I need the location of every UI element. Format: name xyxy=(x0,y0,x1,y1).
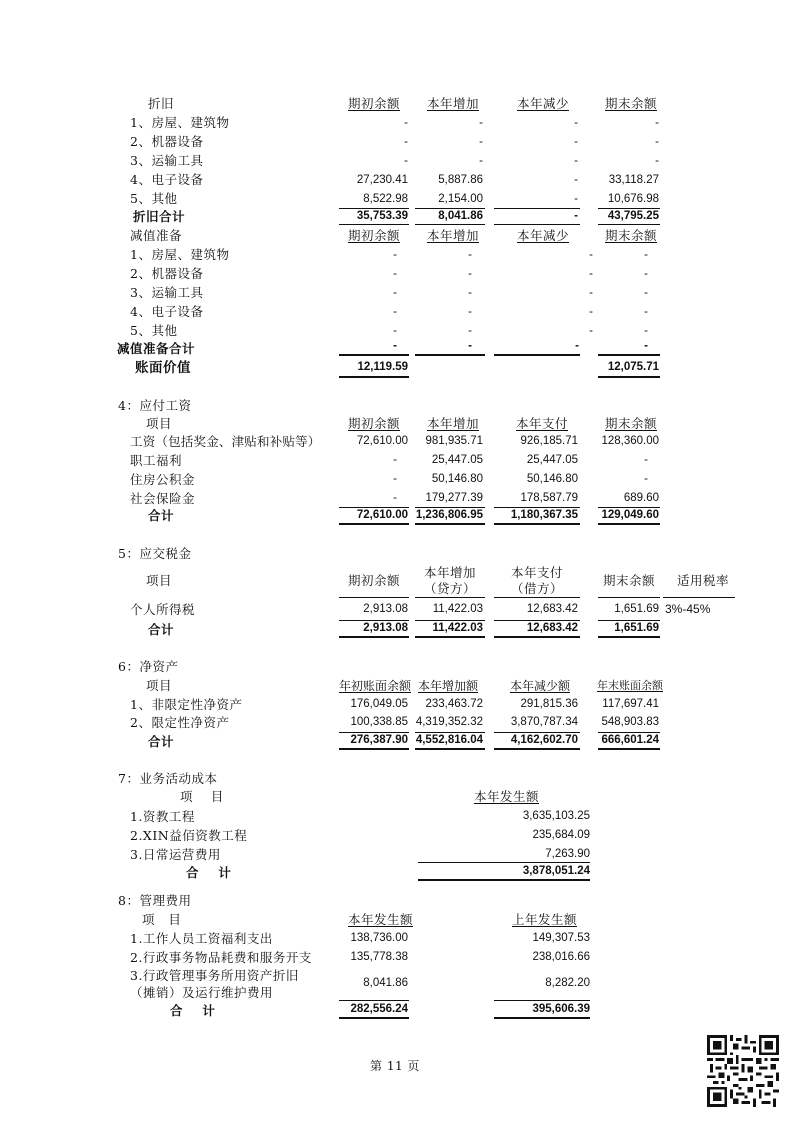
payroll-value: - xyxy=(393,492,397,504)
payroll-total-underline xyxy=(598,523,660,525)
payroll-total-underline xyxy=(494,523,580,525)
admin-expense-current: 135,778.38 xyxy=(350,951,408,963)
admin-expense-row-label-cont: （摊销）及运行维护费用 xyxy=(130,985,274,1000)
depr-value: - xyxy=(479,155,483,167)
book-value-closing: 12,075.71 xyxy=(607,361,659,373)
activity-cost-total-value: 3,878,051.24 xyxy=(522,865,590,877)
taxes-value: 2,913.08 xyxy=(363,603,408,615)
net-assets-value: 176,049.05 xyxy=(350,698,408,710)
impairment-total-underline xyxy=(339,354,409,356)
activity-cost-row-label: 1.资教工程 xyxy=(130,809,195,824)
net-assets-total-rule xyxy=(494,732,580,733)
net-assets-value: 233,463.72 xyxy=(425,698,483,710)
impairment-row-label: 5、其他 xyxy=(130,323,178,338)
taxes-header-underline xyxy=(494,597,580,598)
taxes-row-label: 个人所得税 xyxy=(130,602,196,617)
impairment-total-underline xyxy=(415,354,485,356)
depr-value: - xyxy=(479,136,483,148)
depr-value: - xyxy=(655,136,659,148)
taxes-header-underline xyxy=(663,597,735,598)
taxes-total-rule xyxy=(339,620,409,621)
admin-expense-total-current: 282,556.24 xyxy=(350,1003,408,1015)
col-header-closing: 期末余额 xyxy=(603,573,656,588)
impairment-row-label: 1、房屋、建筑物 xyxy=(130,247,230,262)
net-assets-value: 3,870,787.34 xyxy=(510,716,578,728)
activity-cost-title: 7：业务活动成本 xyxy=(118,771,218,786)
col-header-decrease: 本年减少 xyxy=(517,96,570,111)
payroll-row-label: 社会保险金 xyxy=(130,491,196,506)
depr-row-label: 4、电子设备 xyxy=(130,172,204,187)
activity-cost-total-underline xyxy=(418,879,590,881)
impairment-value: - xyxy=(393,306,397,318)
depr-total-rule xyxy=(598,208,660,209)
payroll-total-underline xyxy=(415,523,485,525)
payroll-value: - xyxy=(393,454,397,466)
depr-value: - xyxy=(574,155,578,167)
depr-total-rule xyxy=(415,208,485,209)
admin-expense-current: 138,736.00 xyxy=(350,932,408,944)
taxes-total-rule xyxy=(494,620,580,621)
payroll-total-rule xyxy=(494,507,580,508)
net-assets-row-label: 2、限定性净资产 xyxy=(130,715,230,730)
payroll-value: 689.60 xyxy=(623,492,659,504)
depr-value: - xyxy=(479,117,483,129)
activity-cost-total-label: 合 计 xyxy=(186,865,232,880)
depr-total-value: - xyxy=(574,210,578,222)
payroll-value: 50,146.80 xyxy=(526,473,578,485)
impairment-row-label: 4、电子设备 xyxy=(130,304,204,319)
taxes-total-rule xyxy=(415,620,485,621)
depreciation-title: 折旧 xyxy=(148,96,175,111)
book-value-underline xyxy=(339,376,409,378)
depr-value: 10,676.98 xyxy=(607,193,659,205)
depr-value: 2,154.00 xyxy=(438,193,483,205)
book-value-label: 账面价值 xyxy=(135,360,191,376)
depr-row-label: 3、运输工具 xyxy=(130,153,204,168)
impairment-value: - xyxy=(589,268,593,280)
depr-value: 33,118.27 xyxy=(608,174,659,186)
col-header-closing: 期末余额 xyxy=(605,228,658,243)
net-assets-total-label: 合计 xyxy=(148,734,175,749)
impairment-row-label: 2、机器设备 xyxy=(130,266,204,281)
payroll-value: 25,447.05 xyxy=(526,454,578,466)
taxes-value: 1,651.69 xyxy=(614,603,659,615)
payroll-total-underline xyxy=(339,523,409,525)
payroll-value: 179,277.39 xyxy=(425,492,483,504)
depr-value: - xyxy=(655,117,659,129)
admin-expense-total-rule xyxy=(494,1000,590,1001)
col-header-increase: 本年增加 xyxy=(423,565,476,580)
depr-value: 27,230.41 xyxy=(356,174,408,186)
payroll-total-value: 129,049.60 xyxy=(601,509,659,521)
net-assets-total-rule xyxy=(598,732,660,733)
admin-expense-total-label: 合 计 xyxy=(170,1003,216,1018)
col-header-decrease: 本年减少 xyxy=(517,228,570,243)
impairment-total-label: 减值准备合计 xyxy=(117,341,196,356)
impairment-value: - xyxy=(644,268,648,280)
col-header-paid: 本年支付 xyxy=(516,416,569,431)
payroll-total-value: 72,610.00 xyxy=(356,509,408,521)
taxes-header-underline xyxy=(598,597,660,598)
impairment-total-value: - xyxy=(393,340,397,352)
qr-code-icon xyxy=(707,1035,779,1107)
admin-expense-total-prior: 395,606.39 xyxy=(532,1003,590,1015)
taxes-total-underline xyxy=(494,636,580,638)
admin-expense-current: 8,041.86 xyxy=(363,977,408,989)
payroll-value: - xyxy=(393,473,397,485)
payroll-total-rule xyxy=(339,507,409,508)
depr-value: - xyxy=(574,174,578,186)
impairment-value: - xyxy=(644,325,648,337)
col-header-closing: 期末余额 xyxy=(605,416,658,431)
impairment-row-label: 3、运输工具 xyxy=(130,285,204,300)
taxes-total-underline xyxy=(339,636,409,638)
net-assets-value: 548,903.83 xyxy=(601,716,659,728)
col-header-opening: 期初余额 xyxy=(348,96,401,111)
impairment-value: - xyxy=(589,287,593,299)
admin-expense-row-label: 1.工作人员工资福利支出 xyxy=(130,931,273,946)
payroll-row-label: 住房公积金 xyxy=(130,472,196,487)
net-assets-total-value: 4,552,816.04 xyxy=(415,734,483,746)
col-header-prior-year: 上年发生额 xyxy=(512,912,578,927)
depr-total-underline xyxy=(494,224,580,225)
payroll-value: - xyxy=(644,473,648,485)
impairment-title: 减值准备 xyxy=(130,228,183,243)
depr-row-label: 5、其他 xyxy=(130,191,178,206)
impairment-value: - xyxy=(644,249,648,261)
col-header-increase: 本年增加额 xyxy=(418,679,479,693)
payroll-total-rule xyxy=(598,507,660,508)
net-assets-total-underline xyxy=(339,748,409,750)
taxes-total-value: 12,683.42 xyxy=(526,622,578,634)
impairment-value: - xyxy=(468,268,472,280)
admin-expense-prior: 238,016.66 xyxy=(532,951,590,963)
payroll-value: 72,610.00 xyxy=(356,435,408,447)
impairment-value: - xyxy=(468,287,472,299)
depr-value: - xyxy=(404,155,408,167)
admin-expense-prior: 8,282.20 xyxy=(545,977,590,989)
taxes-total-underline xyxy=(598,636,660,638)
depr-total-underline xyxy=(339,224,409,225)
payroll-total-value: 1,180,367.35 xyxy=(510,509,578,521)
payroll-total-label: 合计 xyxy=(148,508,175,523)
depr-total-label: 折旧合计 xyxy=(133,209,186,224)
taxes-total-label: 合计 xyxy=(148,622,175,637)
net-assets-total-rule xyxy=(415,732,485,733)
col-header-current-year: 本年发生额 xyxy=(474,789,540,804)
payroll-value: 25,447.05 xyxy=(431,454,483,466)
impairment-total-value: - xyxy=(468,340,472,352)
taxes-rate-value: 3%-45% xyxy=(665,602,711,616)
col-header-decrease: 本年减少额 xyxy=(510,679,571,693)
impairment-value: - xyxy=(468,325,472,337)
net-assets-value: 291,815.36 xyxy=(520,698,578,710)
impairment-value: - xyxy=(644,306,648,318)
admin-expense-row-label: 3.行政管理事务所用资产折旧 xyxy=(130,968,299,983)
payroll-value: - xyxy=(644,454,648,466)
impairment-value: - xyxy=(644,287,648,299)
taxes-header-underline xyxy=(415,597,485,598)
depr-row-label: 2、机器设备 xyxy=(130,134,204,149)
taxes-total-underline xyxy=(415,636,485,638)
net-assets-total-value: 276,387.90 xyxy=(350,734,408,746)
depr-value: - xyxy=(574,117,578,129)
taxes-value: 12,683.42 xyxy=(526,603,578,615)
net-assets-total-value: 4,162,602.70 xyxy=(510,734,578,746)
payroll-value: 926,185.71 xyxy=(520,435,578,447)
activity-cost-value: 235,684.09 xyxy=(532,829,590,841)
net-assets-total-underline xyxy=(598,748,660,750)
depr-total-rule xyxy=(494,208,580,209)
col-header-increase-sub: （贷方） xyxy=(423,581,476,596)
net-assets-title: 6：净资产 xyxy=(118,659,179,674)
net-assets-total-underline xyxy=(415,748,485,750)
activity-cost-value: 7,263.90 xyxy=(545,848,590,860)
col-header-opening: 期初余额 xyxy=(348,228,401,243)
admin-expense-prior: 149,307.53 xyxy=(532,932,590,944)
col-header-paid-sub: （借方） xyxy=(510,581,563,596)
admin-expense-item-header: 项 目 xyxy=(142,912,182,927)
depr-value: 8,522.98 xyxy=(363,193,408,205)
taxes-total-rule xyxy=(598,620,660,621)
book-value-underline xyxy=(598,376,660,378)
impairment-value: - xyxy=(468,249,472,261)
payroll-item-header: 项目 xyxy=(146,416,173,431)
activity-cost-value: 3,635,103.25 xyxy=(522,810,590,822)
depr-value: - xyxy=(404,117,408,129)
taxes-title: 5：应交税金 xyxy=(118,546,192,561)
net-assets-value: 117,697.41 xyxy=(602,698,659,710)
net-assets-total-value: 666,601.24 xyxy=(601,734,659,746)
col-header-opening: 年初账面余额 xyxy=(339,679,412,693)
payroll-title: 4：应付工资 xyxy=(118,398,192,413)
col-header-paid: 本年支付 xyxy=(510,565,563,580)
taxes-total-value: 11,422.03 xyxy=(432,622,483,634)
impairment-value: - xyxy=(589,249,593,261)
payroll-value: 128,360.00 xyxy=(601,435,659,447)
depr-value: - xyxy=(404,136,408,148)
impairment-total-value: - xyxy=(644,340,648,352)
col-header-opening: 期初余额 xyxy=(348,416,401,431)
impairment-value: - xyxy=(589,325,593,337)
net-assets-row-label: 1、非限定性净资产 xyxy=(130,697,243,712)
depr-total-value: 35,753.39 xyxy=(356,210,408,222)
book-value-opening: 12,119.59 xyxy=(357,361,408,373)
payroll-value: 178,587.79 xyxy=(520,492,578,504)
impairment-total-value: - xyxy=(575,340,579,352)
impairment-value: - xyxy=(468,306,472,318)
col-header-increase: 本年增加 xyxy=(427,228,480,243)
impairment-value: - xyxy=(393,249,397,261)
depr-value: - xyxy=(655,155,659,167)
net-assets-item-header: 项目 xyxy=(146,678,173,693)
impairment-total-underline xyxy=(494,354,580,356)
depr-total-underline xyxy=(598,224,660,225)
taxes-item-header: 项目 xyxy=(146,573,173,588)
col-header-opening: 期初余额 xyxy=(348,573,401,588)
payroll-value: 50,146.80 xyxy=(431,473,483,485)
depr-value: - xyxy=(574,193,578,205)
col-header-increase: 本年增加 xyxy=(427,416,480,431)
depr-value: - xyxy=(574,136,578,148)
col-header-closing: 期末余额 xyxy=(605,96,658,111)
admin-expense-title: 8：管理费用 xyxy=(118,893,192,908)
impairment-value: - xyxy=(589,306,593,318)
taxes-total-value: 2,913.08 xyxy=(363,622,408,634)
activity-cost-item-header: 项 目 xyxy=(180,789,224,804)
net-assets-total-underline xyxy=(494,748,580,750)
payroll-row-label: 工资（包括奖金、津贴和补贴等） xyxy=(130,434,321,449)
activity-cost-row-label: 3.日常运营费用 xyxy=(130,847,221,862)
admin-expense-total-underline xyxy=(339,1017,409,1019)
taxes-header-underline xyxy=(339,597,409,598)
admin-expense-row-label: 2.行政事务物品耗费和服务开支 xyxy=(130,950,312,965)
col-header-current-year: 本年发生额 xyxy=(348,912,414,927)
taxes-total-value: 1,651.69 xyxy=(614,622,659,634)
net-assets-value: 4,319,352.32 xyxy=(415,716,483,728)
depr-value: 5,887.86 xyxy=(438,174,483,186)
payroll-total-rule xyxy=(415,507,485,508)
admin-expense-total-underline xyxy=(494,1017,590,1019)
admin-expense-total-rule xyxy=(339,1000,409,1001)
depr-total-value: 43,795.25 xyxy=(607,210,659,222)
impairment-value: - xyxy=(393,287,397,299)
net-assets-value: 100,338.85 xyxy=(350,716,408,728)
activity-cost-total-rule xyxy=(418,862,590,863)
col-header-tax-rate: 适用税率 xyxy=(677,573,730,588)
depr-total-rule xyxy=(339,208,409,209)
net-assets-total-rule xyxy=(339,732,409,733)
depr-total-value: 8,041.86 xyxy=(438,210,483,222)
impairment-value: - xyxy=(393,268,397,280)
activity-cost-row-label: 2.XIN益佰资教工程 xyxy=(130,828,248,843)
payroll-total-value: 1,236,806.95 xyxy=(415,509,483,521)
payroll-row-label: 职工福利 xyxy=(130,453,183,468)
col-header-closing: 年末账面余额 xyxy=(597,679,663,692)
taxes-value: 11,422.03 xyxy=(432,603,483,615)
col-header-increase: 本年增加 xyxy=(427,96,480,111)
page-number: 第 11 页 xyxy=(370,1059,420,1073)
impairment-value: - xyxy=(393,325,397,337)
payroll-value: 981,935.71 xyxy=(425,435,483,447)
impairment-total-underline xyxy=(598,354,660,356)
depr-row-label: 1、房屋、建筑物 xyxy=(130,115,230,130)
depr-total-underline xyxy=(415,224,485,225)
